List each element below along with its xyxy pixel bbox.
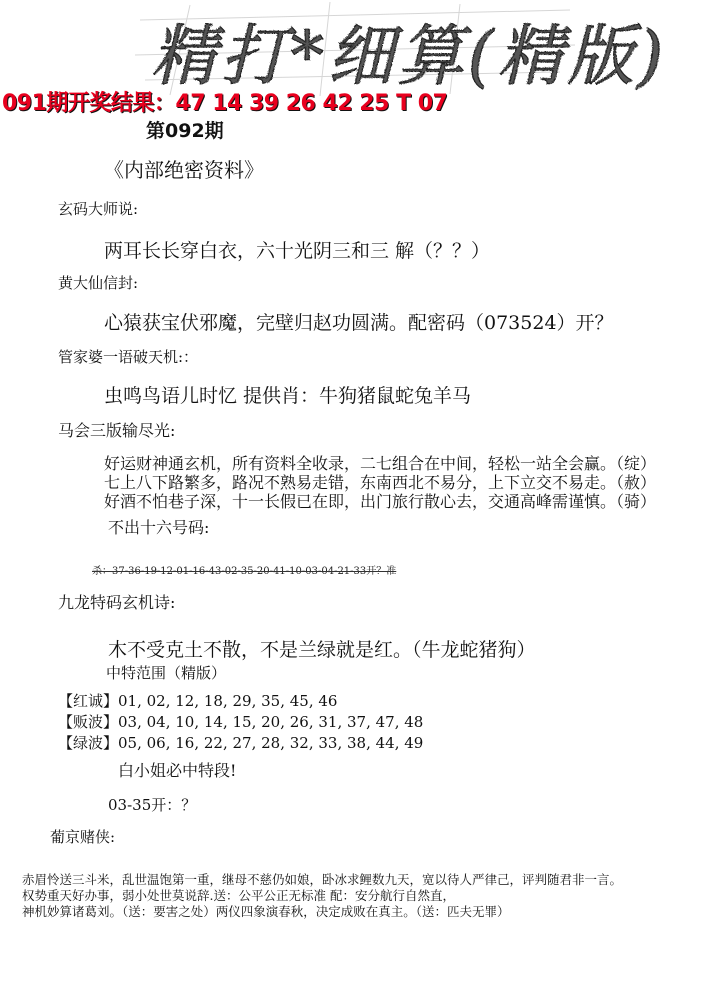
footer-line: 赤眉怜送三斗米，乱世温饱第一重，继母不慈仍如娘，卧冰求鲤数九天，宽以待人严律己，评判随君非一言。 — [22, 872, 623, 887]
section-label-guanjiapo: 管家婆一语破天机:： — [58, 348, 199, 366]
red-wave-numbers: 【红诚】01, 02, 12, 18, 29, 35, 45, 46 — [58, 692, 338, 710]
issue-number: 第092期 — [146, 120, 224, 142]
riddle-text-huangdaxian: 心猿获宝伏邪魔，完壁归赵功圆满。配密码（073524）开？ — [104, 312, 614, 334]
calligraphy-banner — [130, 0, 667, 98]
section-label-jiulong: 九龙特码玄机诗: — [58, 593, 176, 612]
range-open-text: 03-35开：？ — [108, 796, 197, 814]
document-title: 《内部绝密资料》 — [104, 158, 264, 182]
poem-text-jiulong: 木不受克土不散，不是兰绿就是红。（牛龙蛇猪狗） — [108, 639, 536, 661]
green-wave-numbers: 【绿波】05, 06, 16, 22, 27, 28, 32, 33, 38, 44, 49 — [58, 734, 424, 752]
svg-text:精打*细算(精版): 精打*细算(精版) — [150, 17, 667, 94]
subheading-exclude: 不出十六号码: — [108, 518, 210, 537]
kill-numbers-line: 杀：37-36-19-12-01-16-43-02-35-20-41-10-03-04-21-33开？准 — [92, 566, 397, 577]
section-label-pujing: 葡京赌侠: — [50, 828, 116, 846]
section-label-xuanma: 玄码大师说: — [58, 200, 139, 218]
footer-line: 神机妙算诸葛刘。（送：要害之处）两仪四象演春秋，决定成败在真主。（送：匹夫无罪） — [22, 904, 510, 919]
poem-line: 七上八下路繁多，路况不熟易走错，东南西北不易分，上下立交不易走。（赦） — [104, 473, 657, 492]
riddle-text-guanjiapo: 虫鸣鸟语儿时忆 提供肖：牛狗猪鼠蛇兔羊马 — [104, 385, 472, 407]
section-label-mahui: 马会三版输尽光: — [58, 421, 176, 440]
section-label-huangdaxian: 黄大仙信封: — [58, 274, 139, 292]
poem-line: 好酒不怕巷子深，十一长假已在即，出门旅行散心去，交通高峰需谨慎。（骑） — [104, 492, 657, 511]
riddle-text-xuanma: 两耳长长穿白衣，六十光阴三和三 解（？？） — [104, 240, 491, 262]
footer-line: 权势重天好办事，弱小处世莫说辞.送：公平公正无标准 配：安分航行自然直， — [22, 888, 455, 903]
poem-line: 好运财神通玄机，所有资料全收录，二七组合在中间，轻松一站全会赢。（绽） — [104, 454, 657, 473]
range-title: 中特范围（精版） — [106, 664, 227, 682]
blue-wave-numbers: 【贩波】03, 04, 10, 14, 15, 20, 26, 31, 37, 47, 48 — [58, 713, 424, 731]
draw-result: 091期开奖结果：47 14 39 26 42 25 T 07 — [2, 91, 448, 116]
bai-xiaojie-text: 白小姐必中特段! — [118, 761, 237, 780]
